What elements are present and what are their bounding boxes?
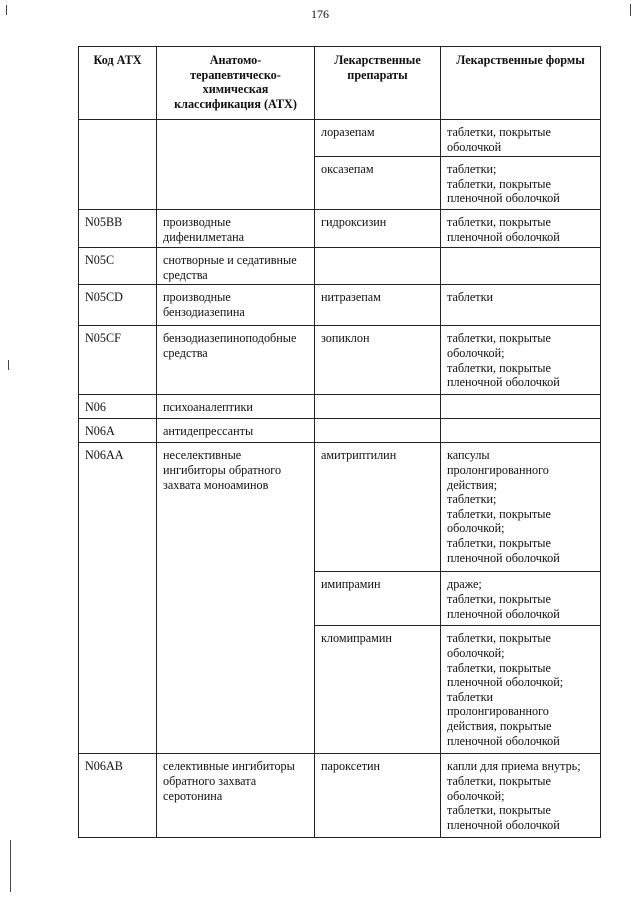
drug-cell: оксазепам <box>315 157 441 210</box>
forms-cell: таблетки, покрытые оболочкой; таблетки, покрытые пленочной оболочкой; таблетки пролонгированного действия, покрытые пленочной оболочкой <box>441 626 601 754</box>
code-cell: N05CF <box>79 326 157 395</box>
table-row <box>79 248 601 285</box>
code-cell: N05BB <box>79 210 157 248</box>
forms-cell <box>441 248 601 285</box>
table-row <box>79 285 601 326</box>
classification-cell: селективные ингибиторы обратного захвата серотонина <box>157 754 315 838</box>
header-classification: Анатомо- терапевтическо- химическая классификация (ATX) <box>157 47 315 120</box>
table-row <box>79 395 601 419</box>
drug-cell: гидроксизин <box>315 210 441 248</box>
forms-cell: таблетки, покрытые оболочкой; таблетки, покрытые пленочной оболочкой <box>441 326 601 395</box>
forms-cell: капсулы пролонгированного действия; таблетки; таблетки, покрытые оболочкой; таблетки, покрытые пленочной оболочкой <box>441 443 601 572</box>
drug-cell: лоразепам <box>315 120 441 157</box>
drug-cell <box>315 395 441 419</box>
header-code: Код ATX <box>79 47 157 120</box>
forms-cell: таблетки, покрытые оболочкой <box>441 120 601 157</box>
classification-cell: бензодиазепиноподобные средства <box>157 326 315 395</box>
scan-mark <box>10 840 11 892</box>
drug-cell: нитразепам <box>315 285 441 326</box>
code-cell: N06 <box>79 395 157 419</box>
header-forms: Лекарственные формы <box>441 47 601 120</box>
table-row <box>79 754 601 838</box>
forms-cell <box>441 419 601 443</box>
code-cell: N05CD <box>79 285 157 326</box>
header-drugs: Лекарственные препараты <box>315 47 441 120</box>
forms-cell: драже; таблетки, покрытые пленочной оболочкой <box>441 572 601 626</box>
drug-cell <box>315 248 441 285</box>
scan-mark <box>630 4 631 16</box>
forms-cell: капли для приема внутрь; таблетки, покрытые оболочкой; таблетки, покрытые пленочной оболочкой <box>441 754 601 838</box>
code-cell <box>79 120 157 210</box>
classification-cell: производные дифенилметана <box>157 210 315 248</box>
code-cell: N06AA <box>79 443 157 754</box>
code-cell: N05C <box>79 248 157 285</box>
classification-cell: снотворные и седативные средства <box>157 248 315 285</box>
table-row <box>79 120 601 157</box>
header-row <box>79 47 601 120</box>
forms-cell <box>441 395 601 419</box>
atx-table <box>78 46 601 838</box>
scan-mark <box>6 5 7 15</box>
table-row <box>79 326 601 395</box>
drug-cell: имипрамин <box>315 572 441 626</box>
classification-cell: производные бензодиазепина <box>157 285 315 326</box>
forms-cell: таблетки; таблетки, покрытые пленочной оболочкой <box>441 157 601 210</box>
forms-cell: таблетки, покрытые пленочной оболочкой <box>441 210 601 248</box>
page-number: 176 <box>311 7 329 21</box>
table-row <box>79 443 601 572</box>
drug-cell: пароксетин <box>315 754 441 838</box>
drug-cell <box>315 419 441 443</box>
classification-cell <box>157 120 315 210</box>
drug-cell: зопиклон <box>315 326 441 395</box>
classification-cell: неселективные ингибиторы обратного захвата моноаминов <box>157 443 315 754</box>
classification-cell: психоаналептики <box>157 395 315 419</box>
drug-cell: амитриптилин <box>315 443 441 572</box>
scan-mark <box>8 360 9 370</box>
forms-cell: таблетки <box>441 285 601 326</box>
drug-cell: кломипрамин <box>315 626 441 754</box>
classification-cell: антидепрессанты <box>157 419 315 443</box>
code-cell: N06A <box>79 419 157 443</box>
code-cell: N06AB <box>79 754 157 838</box>
table-row <box>79 419 601 443</box>
table-row <box>79 210 601 248</box>
